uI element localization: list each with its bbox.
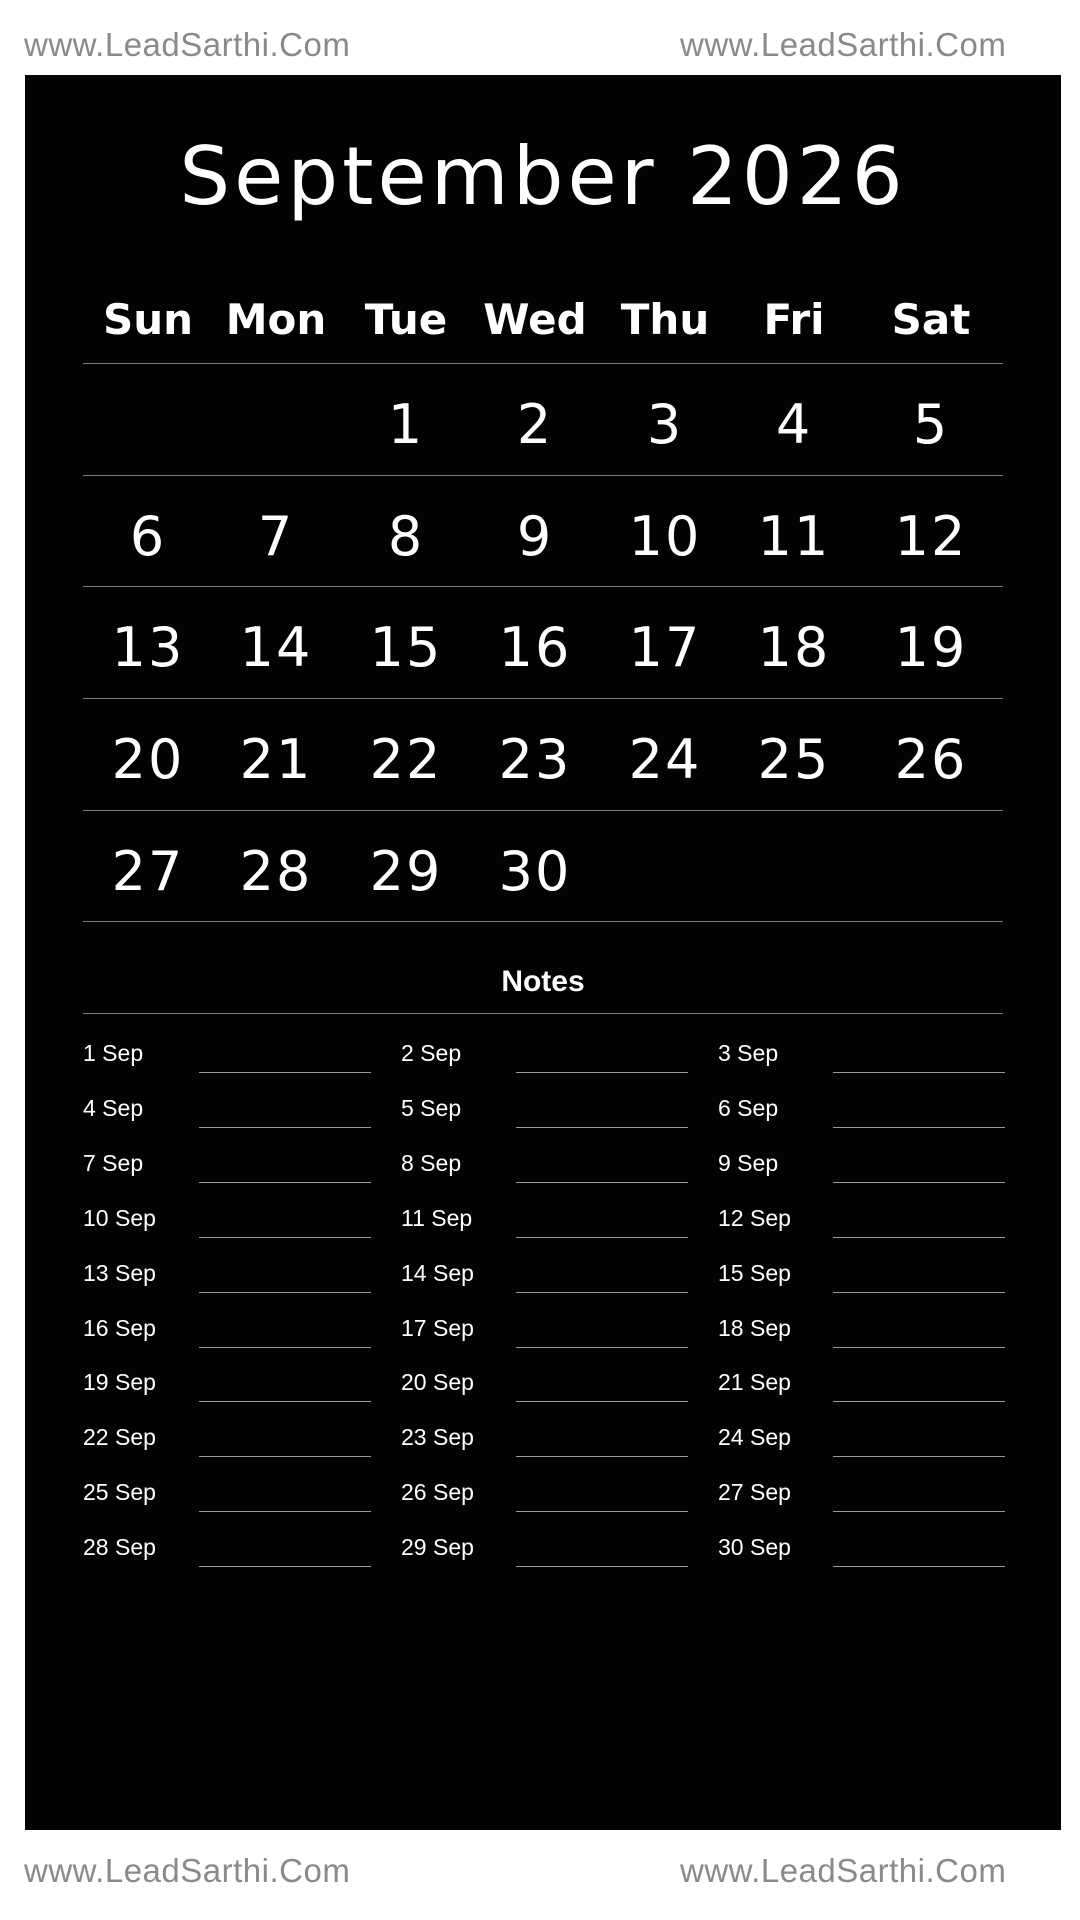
date-cell: 15: [369, 616, 443, 679]
date-cell: 12: [894, 505, 968, 568]
note-date-label: 24 Sep: [718, 1424, 791, 1451]
calendar-title: September 2026: [179, 130, 907, 223]
note-entry-line[interactable]: [833, 1072, 1005, 1073]
weekday-wed: Wed: [483, 295, 587, 344]
date-cell: 16: [498, 616, 572, 679]
note-entry-line[interactable]: [199, 1347, 371, 1348]
note-date-label: 5 Sep: [401, 1094, 462, 1121]
date-cell: 11: [757, 505, 831, 568]
note-date-label: 1 Sep: [83, 1040, 144, 1066]
grid-divider: [83, 363, 1003, 364]
weekday-thu: Thu: [620, 295, 710, 344]
date-cell: 14: [239, 616, 313, 679]
date-cell: 30: [498, 840, 572, 903]
note-entry-line[interactable]: [833, 1292, 1005, 1293]
date-cell: 1: [387, 393, 425, 456]
grid-divider: [83, 698, 1003, 699]
date-cell: 18: [757, 616, 831, 679]
note-entry-line[interactable]: [833, 1127, 1005, 1128]
note-date-label: 6 Sep: [718, 1094, 779, 1121]
note-date-label: 16 Sep: [83, 1314, 156, 1341]
date-cell: 13: [111, 616, 185, 679]
note-date-label: 25 Sep: [83, 1479, 156, 1506]
note-entry-line[interactable]: [516, 1237, 688, 1238]
watermark-top-right: www.LeadSarthi.Com: [680, 26, 1007, 63]
note-entry-line[interactable]: [516, 1072, 688, 1073]
note-date-label: 21 Sep: [718, 1369, 791, 1396]
weekday-tue: Tue: [364, 295, 448, 344]
note-entry-line[interactable]: [833, 1456, 1005, 1457]
note-entry-line[interactable]: [199, 1237, 371, 1238]
note-entry-line[interactable]: [516, 1347, 688, 1348]
date-cell: 27: [111, 840, 185, 903]
date-cell: 3: [646, 393, 684, 456]
date-cell: 20: [111, 728, 185, 791]
note-entry-line[interactable]: [199, 1401, 371, 1402]
note-date-label: 8 Sep: [401, 1149, 462, 1176]
note-entry-line[interactable]: [516, 1566, 688, 1567]
note-entry-line[interactable]: [833, 1347, 1005, 1348]
note-entry-line[interactable]: [199, 1127, 371, 1128]
watermark-bottom-left: www.LeadSarthi.Com: [24, 1852, 351, 1889]
note-date-label: 30 Sep: [718, 1534, 791, 1561]
note-date-label: 7 Sep: [83, 1149, 144, 1176]
note-date-label: 4 Sep: [83, 1094, 144, 1121]
note-entry-line[interactable]: [199, 1566, 371, 1567]
note-date-label: 18 Sep: [718, 1314, 791, 1341]
date-cell: 7: [257, 505, 295, 568]
note-entry-line[interactable]: [516, 1292, 688, 1293]
note-date-label: 11 Sep: [401, 1204, 473, 1231]
notes-title: Notes: [501, 965, 585, 998]
note-date-label: 3 Sep: [718, 1040, 779, 1066]
note-entry-line[interactable]: [833, 1401, 1005, 1402]
date-cell: 4: [775, 393, 813, 456]
note-date-label: 29 Sep: [401, 1534, 474, 1561]
date-cell: 9: [516, 505, 554, 568]
note-date-label: 17 Sep: [401, 1314, 474, 1341]
note-entry-line[interactable]: [199, 1182, 371, 1183]
note-date-label: 14 Sep: [401, 1259, 474, 1286]
weekday-fri: Fri: [763, 295, 825, 344]
note-date-label: 19 Sep: [83, 1369, 156, 1396]
date-cell: 25: [757, 728, 831, 791]
date-cell: 29: [369, 840, 443, 903]
date-cell: 23: [498, 728, 572, 791]
date-cell: 28: [239, 840, 313, 903]
calendar-panel: [25, 75, 1061, 1830]
grid-divider: [83, 475, 1003, 476]
note-date-label: 22 Sep: [83, 1424, 156, 1451]
note-date-label: 2 Sep: [401, 1040, 462, 1066]
note-entry-line[interactable]: [833, 1566, 1005, 1567]
note-entry-line[interactable]: [833, 1237, 1005, 1238]
date-cell: 22: [369, 728, 443, 791]
date-cell: 10: [628, 505, 702, 568]
note-date-label: 13 Sep: [83, 1259, 156, 1286]
note-date-label: 23 Sep: [401, 1424, 474, 1451]
note-entry-line[interactable]: [516, 1511, 688, 1512]
note-entry-line[interactable]: [516, 1456, 688, 1457]
grid-divider: [83, 586, 1003, 587]
note-entry-line[interactable]: [199, 1456, 371, 1457]
note-date-label: 10 Sep: [83, 1204, 156, 1231]
note-entry-line[interactable]: [516, 1127, 688, 1128]
date-cell: 6: [129, 505, 167, 568]
date-cell: 19: [894, 616, 968, 679]
date-cell: 24: [628, 728, 702, 791]
grid-divider: [83, 921, 1003, 922]
weekday-sun: Sun: [102, 295, 194, 344]
note-date-label: 28 Sep: [83, 1534, 156, 1561]
date-cell: 21: [239, 728, 313, 791]
date-cell: 17: [628, 616, 702, 679]
note-date-label: 20 Sep: [401, 1369, 474, 1396]
grid-divider: [83, 810, 1003, 811]
note-entry-line[interactable]: [199, 1072, 371, 1073]
notes-divider: [83, 1013, 1003, 1014]
note-entry-line[interactable]: [199, 1511, 371, 1512]
note-date-label: 15 Sep: [718, 1259, 791, 1286]
note-date-label: 26 Sep: [401, 1479, 474, 1506]
note-entry-line[interactable]: [833, 1511, 1005, 1512]
weekday-mon: Mon: [225, 295, 327, 344]
note-entry-line[interactable]: [516, 1182, 688, 1183]
date-cell: 2: [516, 393, 554, 456]
date-cell: 26: [894, 728, 968, 791]
watermark-bottom-right: www.LeadSarthi.Com: [680, 1852, 1007, 1889]
note-date-label: 27 Sep: [718, 1479, 791, 1506]
watermark-top-left: www.LeadSarthi.Com: [24, 26, 351, 63]
note-entry-line[interactable]: [199, 1292, 371, 1293]
note-entry-line[interactable]: [833, 1182, 1005, 1183]
date-cell: 8: [387, 505, 425, 568]
note-date-label: 9 Sep: [718, 1149, 779, 1176]
note-entry-line[interactable]: [516, 1401, 688, 1402]
note-date-label: 12 Sep: [718, 1204, 791, 1231]
weekday-sat: Sat: [891, 295, 971, 344]
date-cell: 5: [912, 393, 950, 456]
